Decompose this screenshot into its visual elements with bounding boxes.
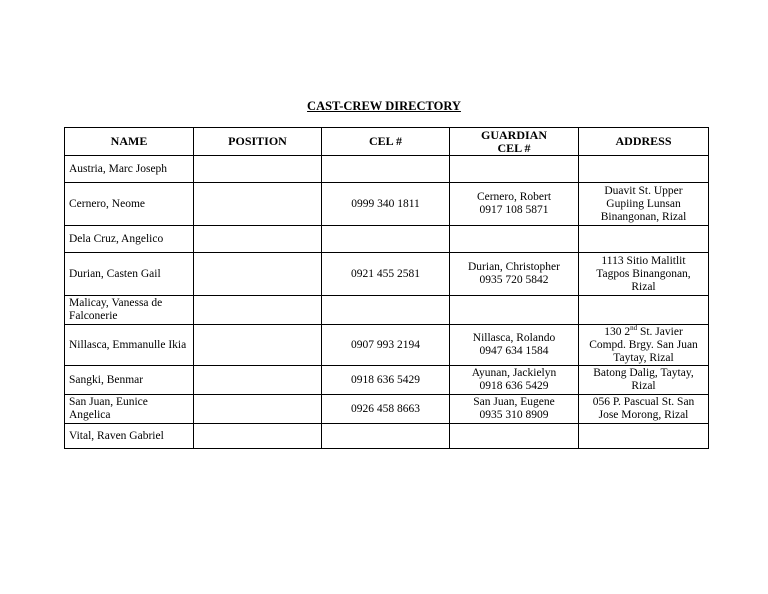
address-line: 130 2	[604, 325, 631, 338]
address-ordinal: nd	[630, 324, 638, 332]
address-line: St. Javier	[637, 325, 683, 338]
cell-guardian	[450, 366, 579, 395]
cell-address	[579, 424, 709, 449]
header-position: POSITION	[194, 128, 322, 156]
cell-cel: 0926 458 8663	[322, 395, 450, 424]
guardian-name: San Juan, Eugene	[473, 396, 555, 408]
cell-name: Austria, Marc Joseph	[65, 156, 194, 183]
header-name: NAME	[65, 128, 194, 156]
cell-guardian	[450, 253, 579, 296]
cell-position	[194, 424, 322, 449]
cell-guardian	[450, 395, 579, 424]
guardian-name: Durian, Christopher	[468, 261, 560, 273]
page-title: CAST-CREW DIRECTORY	[307, 99, 461, 113]
header-guardian-line1: GUARDIAN	[481, 127, 547, 142]
cell-guardian	[450, 325, 579, 366]
address-line: 1113 Sitio Malitlit	[601, 254, 686, 267]
cell-position	[194, 366, 322, 395]
cell-cel: 0921 455 2581	[322, 253, 450, 296]
cell-name: Sangki, Benmar	[65, 366, 194, 395]
cell-cel	[322, 296, 450, 325]
cell-cel	[322, 424, 450, 449]
guardian-cel: 0918 636 5429	[479, 380, 549, 392]
cell-address	[579, 366, 709, 395]
cell-position	[194, 156, 322, 183]
cell-address	[579, 296, 709, 325]
address-line: Batong Dalig, Taytay,	[593, 367, 694, 379]
cell-cel: 0918 636 5429	[322, 366, 450, 395]
cell-cel	[322, 226, 450, 253]
guardian-cel: 0935 310 8909	[479, 409, 549, 421]
address-line: Tagpos Binangonan,	[596, 267, 691, 280]
guardian-name: Nillasca, Rolando	[472, 332, 556, 344]
header-address: ADDRESS	[579, 128, 709, 156]
table-row	[65, 183, 709, 226]
cell-address	[579, 183, 709, 226]
table-row	[65, 325, 709, 366]
cell-guardian	[450, 226, 579, 253]
cell-name: San Juan, Eunice Angelica	[65, 395, 194, 424]
table-row	[65, 253, 709, 296]
guardian-cel: 0917 108 5871	[479, 204, 549, 216]
address-line: Taytay, Rizal	[613, 351, 674, 364]
cell-address	[579, 253, 709, 296]
cell-address	[579, 156, 709, 183]
cell-guardian	[450, 296, 579, 325]
header-guardian-line2: CEL #	[497, 140, 531, 155]
table-row	[65, 366, 709, 395]
cell-position	[194, 253, 322, 296]
address-line: Gupiing Lunsan	[606, 197, 681, 210]
header-cel: CEL #	[322, 128, 450, 156]
table-row	[65, 296, 709, 325]
address-line: Rizal	[631, 380, 656, 392]
address-line: Binangonan, Rizal	[600, 210, 687, 223]
cell-position	[194, 325, 322, 366]
cell-address	[579, 325, 709, 366]
cell-name: Dela Cruz, Angelico	[65, 226, 194, 253]
address-line: Duavit St. Upper	[604, 184, 683, 197]
directory-table	[64, 127, 709, 449]
cell-name: Nillasca, Emmanulle Ikia	[65, 325, 194, 366]
guardian-name: Cernero, Robert	[476, 191, 552, 203]
cell-position	[194, 226, 322, 253]
cell-guardian	[450, 183, 579, 226]
cell-address	[579, 395, 709, 424]
cell-name: Vital, Raven Gabriel	[65, 424, 194, 449]
guardian-cel: 0935 720 5842	[479, 274, 549, 286]
header-guardian-cel	[450, 128, 579, 156]
table-header-row	[65, 128, 709, 156]
cell-cel: 0907 993 2194	[322, 325, 450, 366]
cell-name: Cernero, Neome	[65, 183, 194, 226]
address-line: Jose Morong, Rizal	[598, 409, 689, 421]
cell-position	[194, 395, 322, 424]
table-row	[65, 156, 709, 183]
cell-position	[194, 296, 322, 325]
cell-guardian	[450, 156, 579, 183]
table-row	[65, 424, 709, 449]
address-line: Rizal	[631, 280, 656, 293]
cell-position	[194, 183, 322, 226]
table-row	[65, 226, 709, 253]
address-line: Compd. Brgy. San Juan	[589, 338, 698, 351]
cell-address	[579, 226, 709, 253]
cell-name: Malicay, Vanessa de Falconerie	[65, 296, 194, 325]
cell-cel: 0999 340 1811	[322, 183, 450, 226]
guardian-name: Ayunan, Jackielyn	[471, 367, 557, 379]
guardian-cel: 0947 634 1584	[479, 345, 549, 357]
cell-guardian	[450, 424, 579, 449]
cell-cel	[322, 156, 450, 183]
cell-name: Durian, Casten Gail	[65, 253, 194, 296]
table-row	[65, 395, 709, 424]
address-line: 056 P. Pascual St. San	[592, 396, 695, 408]
